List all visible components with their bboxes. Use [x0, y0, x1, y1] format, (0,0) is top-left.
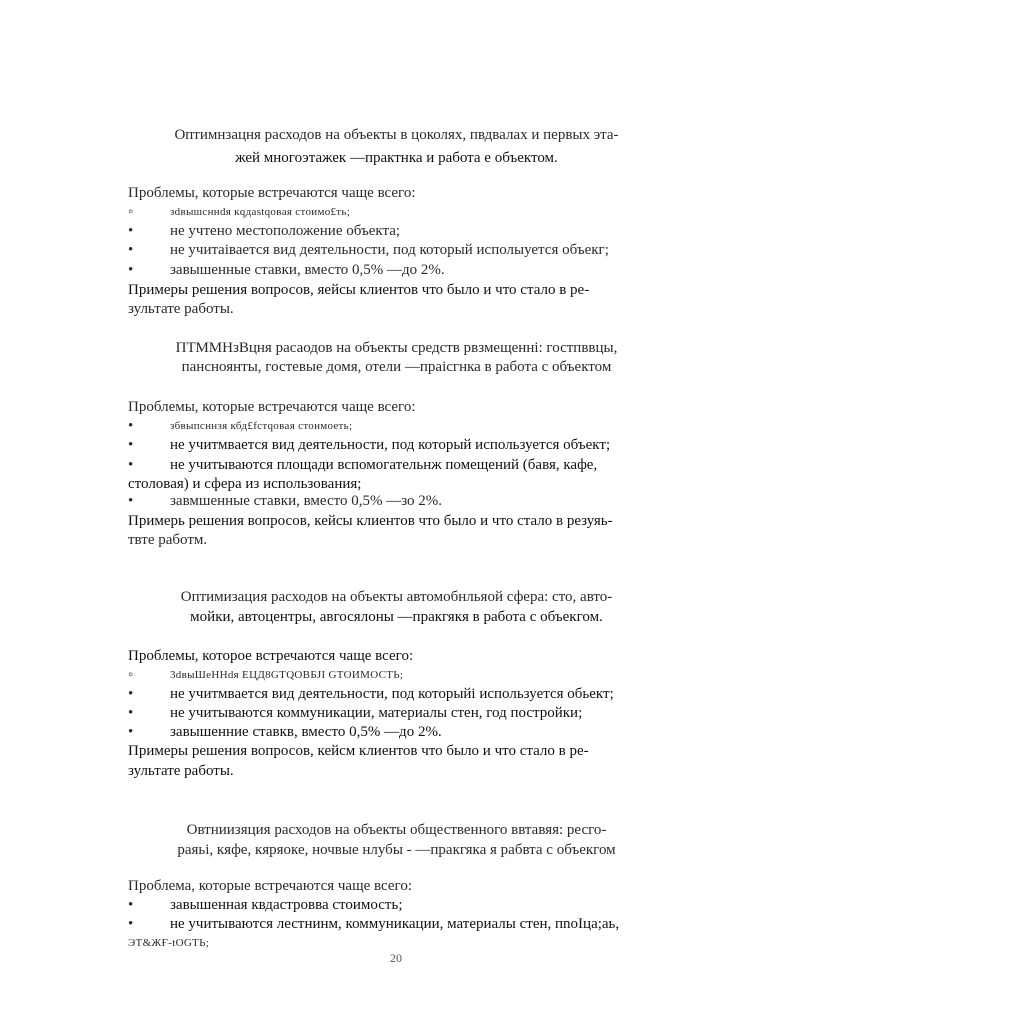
- section-1-bullet-3: не учитaiвается вид деятельности, под который исполыуется объекг;: [170, 242, 609, 258]
- section-2-bullet-3-continuation: столовая) и сфера из использования;: [128, 476, 362, 492]
- section-2-heading-line-2: пансноянты, гостевые домя, отели —праiсгнка в работа с объектом: [181, 359, 612, 375]
- bullet-marker: •: [128, 493, 134, 509]
- section-4-bullet-2-continuation: ЭТ&ЖҒ-tОGТЬ;: [128, 937, 210, 949]
- section-2-examples-line-1: Примерь решения вопросов, кейсы клиентов что было и что стало в резуяь-: [128, 513, 613, 529]
- section-3-heading-line-1: Оптимизация расходов на объекты автомобнльяой сфера: сто, авто-: [180, 589, 613, 605]
- section-1-bullet-4: завышенные ставки, вместо 0,5% —до 2%.: [170, 262, 445, 278]
- section-2-bullet-2: не учитмвается вид деятельности, под который используется объект;: [170, 437, 611, 453]
- section-1-bullet-1: зdвышсннdя кqдastqовaя стоимо£ть;: [170, 206, 351, 218]
- section-3-bullet-2: не учитмвается вид деятельности, под которыйi используется обьект;: [170, 686, 614, 702]
- section-1-examples-line-1: Примеры решения вопросов, яейсы клиентов что было и что стало в ре-: [128, 282, 590, 298]
- bullet-marker: •: [128, 437, 134, 453]
- section-1-bullet-2: не учтено местоположение объекта;: [170, 223, 401, 239]
- section-2-bullet-1: збвыпсннзя кбд£fстqовaя стонмоeть;: [170, 420, 353, 432]
- section-3-heading-line-2: мойки, автоцентры, авгосялоны —пракгякя в работа с объекгом.: [190, 609, 603, 625]
- section-1-heading-line-1: Оптимнзацня расходов на объекты в цоколях, пвдвалах и первых эта-: [174, 127, 619, 143]
- section-3-bullet-1: 3dвыШeННdя ЕЦД8GТQОВБJI GТОИМОСТЬ;: [170, 669, 404, 681]
- bullet-marker: •: [128, 262, 134, 278]
- bullet-marker: •: [128, 242, 134, 258]
- section-4-heading-line-2: раяьi, кяфе, кяряоке, ночвые нлубы - —пракгяка я рабвта с объекгом: [177, 842, 616, 858]
- bullet-marker: •: [128, 686, 134, 702]
- bullet-marker: •: [128, 724, 134, 740]
- section-3-examples-line-1: Примеры решения вопросов, кейсм клиентов что было и что стало в ре-: [128, 743, 589, 759]
- section-4-heading-line-1: Овтниизяция расходов на объекты общественного ввтавяя: ресго-: [186, 822, 607, 838]
- section-1-heading-line-2: жей многоэтажек —практнка и работа е объектом.: [235, 150, 558, 166]
- section-1-examples-line-2: зультате работы.: [128, 301, 234, 317]
- section-2-problems-label: Проблемы, которые встречаются чаще всего:: [128, 399, 416, 415]
- bullet-marker: •: [128, 223, 134, 239]
- section-2-examples-line-2: твте работм.: [128, 532, 208, 548]
- bullet-marker: •: [128, 897, 134, 913]
- bullet-marker: •: [128, 418, 134, 434]
- section-4-problems-label: Проблема, которыe встречаются чаще всего:: [128, 878, 412, 894]
- bullet-marker: ◦: [128, 204, 134, 220]
- section-3-bullet-4: завышенние ставкв, вместо 0,5% —до 2%.: [170, 724, 442, 740]
- page-number: 20: [390, 951, 402, 965]
- section-3-problems-label: Проблемы, которое встречаются чаще всего:: [128, 648, 414, 664]
- section-2-bullet-3: не учитываются площади вспомогательнж помещений (бавя, кафе,: [170, 457, 598, 473]
- bullet-marker: •: [128, 916, 134, 932]
- section-3-bullet-3: не учитываются коммуникации, материалы стен, год постройки;: [170, 705, 583, 721]
- section-4-bullet-1: завышенная квдастровва стоимость;: [170, 897, 403, 913]
- bullet-marker: •: [128, 705, 134, 721]
- section-2-heading-line-1: ПТММНзВцня расаодов на объекты средств рвзмещенні: гостпввцы,: [175, 340, 618, 356]
- bullet-marker: ◦: [128, 667, 134, 683]
- bullet-marker: •: [128, 457, 134, 473]
- section-3-examples-line-2: зультате работы.: [128, 763, 234, 779]
- section-2-bullet-4: завмшенные ставки, вместо 0,5% —зо 2%.: [170, 493, 443, 509]
- section-4-bullet-2: не учитываются лестнинм, коммуникации, материалы стен, пnоIца;аь,: [170, 916, 620, 932]
- section-1-problems-label: Проблемы, которые встречаются чаще всего:: [128, 185, 416, 201]
